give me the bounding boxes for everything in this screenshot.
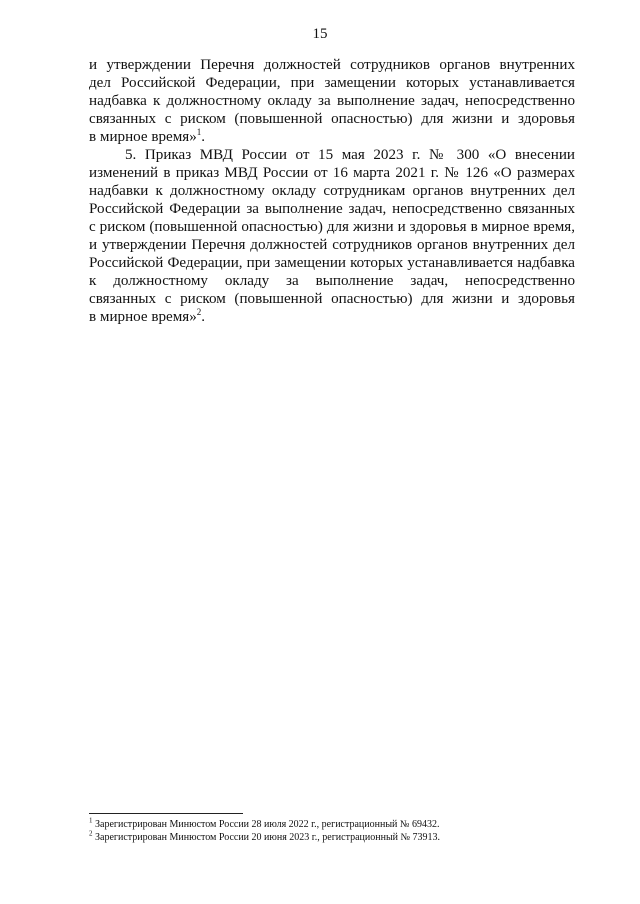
footnote-reference: 2 bbox=[196, 306, 202, 317]
paragraph-item-5 bbox=[89, 146, 575, 326]
text-line: связанных с риском (повышенной опасностью) для жизни и здоровья bbox=[89, 111, 575, 127]
text-line-content: в мирное время» bbox=[89, 309, 197, 325]
text-line: дел Российской Федерации, при замещении которых устанавливается bbox=[89, 75, 575, 91]
text-line-last: в мирное время»$^1$. bbox=[89, 126, 206, 145]
footnote-2 bbox=[89, 831, 575, 844]
text-line-content: в мирное время» bbox=[89, 129, 197, 145]
footnote-mark: 2 bbox=[89, 829, 93, 838]
text-line: Российской Федерации, при замещении которых устанавливается надбавка bbox=[89, 255, 575, 271]
footnotes bbox=[89, 818, 575, 844]
text-line: изменений в приказ МВД России от 16 марта 2021 г. № 126 «О размерах bbox=[89, 165, 575, 181]
footnote-1 bbox=[89, 818, 575, 831]
footnote-mark: 1 bbox=[89, 816, 93, 825]
text-line: связанных с риском (повышенной опасностью) для жизни и здоровья bbox=[89, 291, 575, 307]
text-line-last: в мирное время»$^2$. bbox=[89, 306, 206, 325]
text-line: и утверждении Перечня должностей сотрудников органов внутренних bbox=[89, 57, 575, 73]
footnote-separator bbox=[89, 813, 243, 814]
footnote-text: Зарегистрирован Минюстом России 28 июля 2022 г., регистрационный № 69432. bbox=[95, 819, 440, 830]
text-line: и утверждении Перечня должностей сотрудников органов внутренних дел bbox=[89, 237, 575, 253]
text-line: с риском (повышенной опасностью) для жизни и здоровья в мирное время, bbox=[89, 219, 575, 235]
footnote-text: Зарегистрирован Минюстом России 20 июня 2023 г., регистрационный № 73913. bbox=[95, 832, 441, 843]
text-line: надбавка к должностному окладу за выполнение задач, непосредственно bbox=[89, 93, 575, 109]
footnote-reference: 1 bbox=[196, 126, 202, 137]
page-number: 15 bbox=[312, 26, 328, 42]
text-line: к должностному окладу за выполнение задач, непосредственно bbox=[89, 273, 575, 289]
text-line: надбавки к должностному окладу сотрудникам органов внутренних дел bbox=[89, 183, 575, 199]
text-line: 5. Приказ МВД России от 15 мая 2023 г. № 300 «О внесении bbox=[125, 147, 575, 163]
document-body bbox=[89, 56, 575, 326]
paragraph-continuation bbox=[89, 56, 575, 146]
text-line: Российской Федерации за выполнение задач, непосредственно связанных bbox=[89, 201, 575, 217]
